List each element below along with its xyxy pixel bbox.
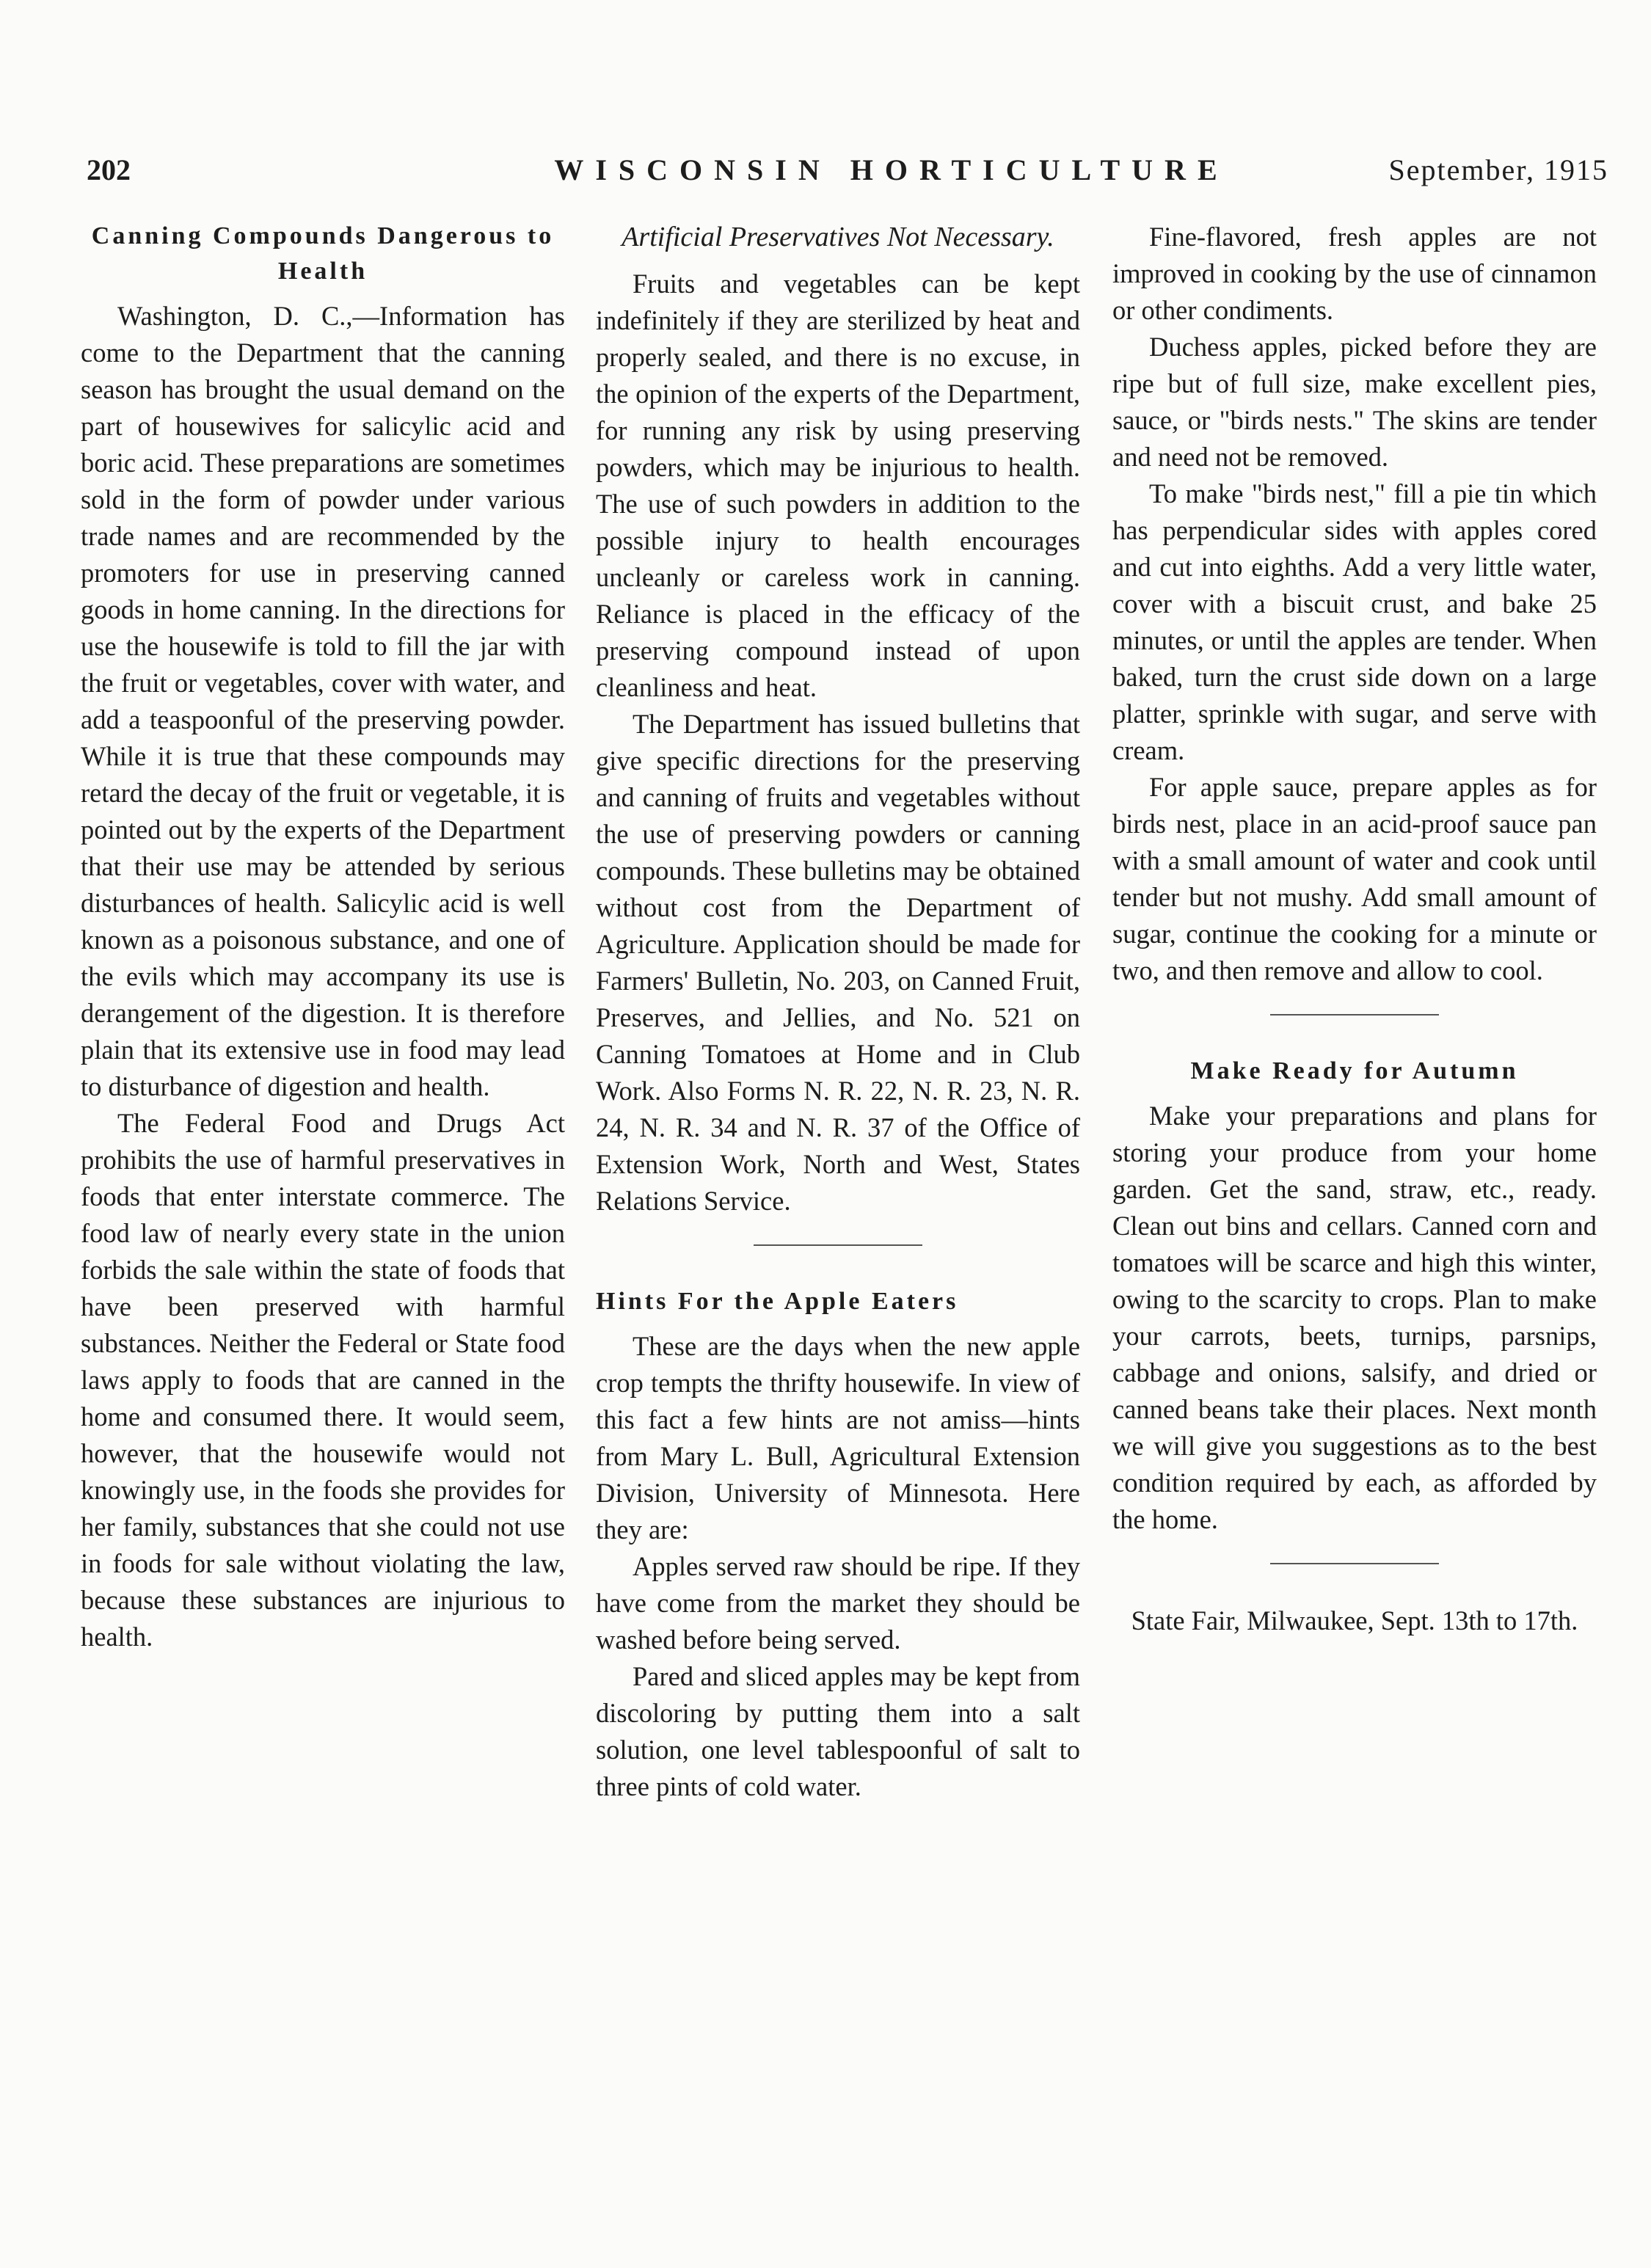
paragraph: Fine-flavored, fresh apples are not improved in cooking by the use of cinnamon or other condiments. — [1112, 222, 1597, 325]
page-header — [87, 153, 1608, 197]
paragraph: Fruits and vegetables can be kept indefinitely if they are sterilized by heat and properly sealed, and there is no excuse, in the opinion of the experts of the Department, for running any risk by using preserving powders, which may be injurious to health. The use of such powders in addition to the possible injury to health encourages uncleanly or careless work in canning. Reliance is placed in the efficacy of the preserving compound instead of upon cleanliness and heat. — [596, 269, 1080, 702]
article-title-canning: Canning Compounds Dangerous to Health — [91, 222, 555, 285]
paragraph: The Department has issued bulletins that give specific directions for the preserving and canning of fruits and vegetables without the use of preserving powders or canning compounds. These bulletins may be obtained without cost from the Department of Agriculture. Application should be made for Farmers' Bulletin, No. 203, on Canned Fruit, Preserves, and Jellies, and No. 521 on Canning Tomatoes at Home and in Club Work. Also Forms N. R. 22, N. R. 23, N. R. 24, N. R. 34 and N. R. 37 of the Office of Extension Work, North and West, States Relations Service. — [596, 709, 1080, 1216]
column-3 — [1112, 219, 1597, 1639]
paragraph: Make your preparations and plans for storing your produce from your home garden. Get the sand, straw, etc., ready. Clean out bins and cellars. Canned corn and tomatoes will be scarce and high this winter, owing to the scarcity to crops. Plan to make your carrots, beets, turnips, parsnips, cabbage and onions, salsify, and dried or canned beans take their places. Next month we will give you suggestions as to the best condition required by each, as afforded by the home. — [1112, 1101, 1597, 1534]
column-2 — [596, 219, 1080, 1805]
column-1 — [81, 219, 565, 1655]
section-divider — [754, 1244, 922, 1246]
paragraph: For apple sauce, prepare apples as for birds nest, place in an acid-proof sauce pan with a small amount of water and cook until tender but not mushy. Add small amount of sugar, continue the cooking for a minute or two, and then remove and allow to cool. — [1112, 772, 1597, 985]
section-divider — [1270, 1014, 1439, 1016]
article-title-apples: Hints For the Apple Eaters — [596, 1288, 959, 1315]
page-number: 202 — [87, 153, 131, 186]
article-subtitle-preservatives: Artificial Preservatives Not Necessary. — [622, 222, 1054, 252]
state-fair-notice: State Fair, Milwaukee, Sept. 13th to 17th. — [1131, 1605, 1578, 1636]
paragraph: Pared and sliced apples may be kept from discoloring by putting them into a salt solution, one level tablespoonful of salt to three pints of cold water. — [596, 1661, 1080, 1801]
magazine-title: WISCONSIN HORTICULTURE — [554, 153, 1229, 186]
paragraph: Duchess apples, picked before they are ripe but of full size, make excellent pies, sauce, or "birds nests." The skins are tender and need not be removed. — [1112, 332, 1597, 472]
paragraph: Apples served raw should be ripe. If they have come from the market they should be washed before being served. — [596, 1551, 1080, 1655]
issue-date: September, 1915 — [1388, 153, 1608, 186]
paragraph: These are the days when the new apple crop tempts the thrifty housewife. In view of this fact a few hints are not amiss—hints from Mary L. Bull, Agricultural Extension Division, University of Minnesota. Here they are: — [596, 1331, 1080, 1545]
paragraph: To make "birds nest," fill a pie tin which has perpendicular sides with apples cored and cut into eighths. Add a very little water, cover with a biscuit crust, and bake 25 minutes, or until the apples are tender. When baked, turn the crust side down on a large platter, sprinkle with sugar, and serve with cream. — [1112, 478, 1597, 765]
paragraph: The Federal Food and Drugs Act prohibits the use of harmful preservatives in foods that enter interstate commerce. The food law of nearly every state in the union forbids the sale within the state of foods that have been preserved with harmful substances. Neither the Federal or State food laws apply to foods that are canned in the home and consumed there. It would seem, however, that the housewife would not knowingly use, in the foods she provides for her family, substances that she could not use in foods for sale without violating the law, because these substances are injurious to health. — [81, 1108, 565, 1652]
paragraph: Washington, D. C.,—Information has come to the Department that the canning season has brought the usual demand on the part of housewives for salicylic acid and boric acid. These preparations are sometimes sold in the form of powder under various trade names and are recommended by the promoters for use in preserving canned goods in home canning. In the directions for use the housewife is told to fill the jar with the fruit or vegetables, cover with water, and add a teaspoonful of the preserving powder. While it is true that these compounds may retard the decay of the fruit or vegetable, it is pointed out by the experts of the Department that their use may be attended by serious disturbances of health. Salicylic acid is well known as a poisonous substance, and one of the evils which may accompany its use is derangement of the digestion. It is therefore plain that its extensive use in food may lead to disturbance of digestion and health. — [81, 301, 565, 1101]
article-title-autumn: Make Ready for Autumn — [1190, 1057, 1519, 1084]
section-divider — [1270, 1563, 1439, 1564]
